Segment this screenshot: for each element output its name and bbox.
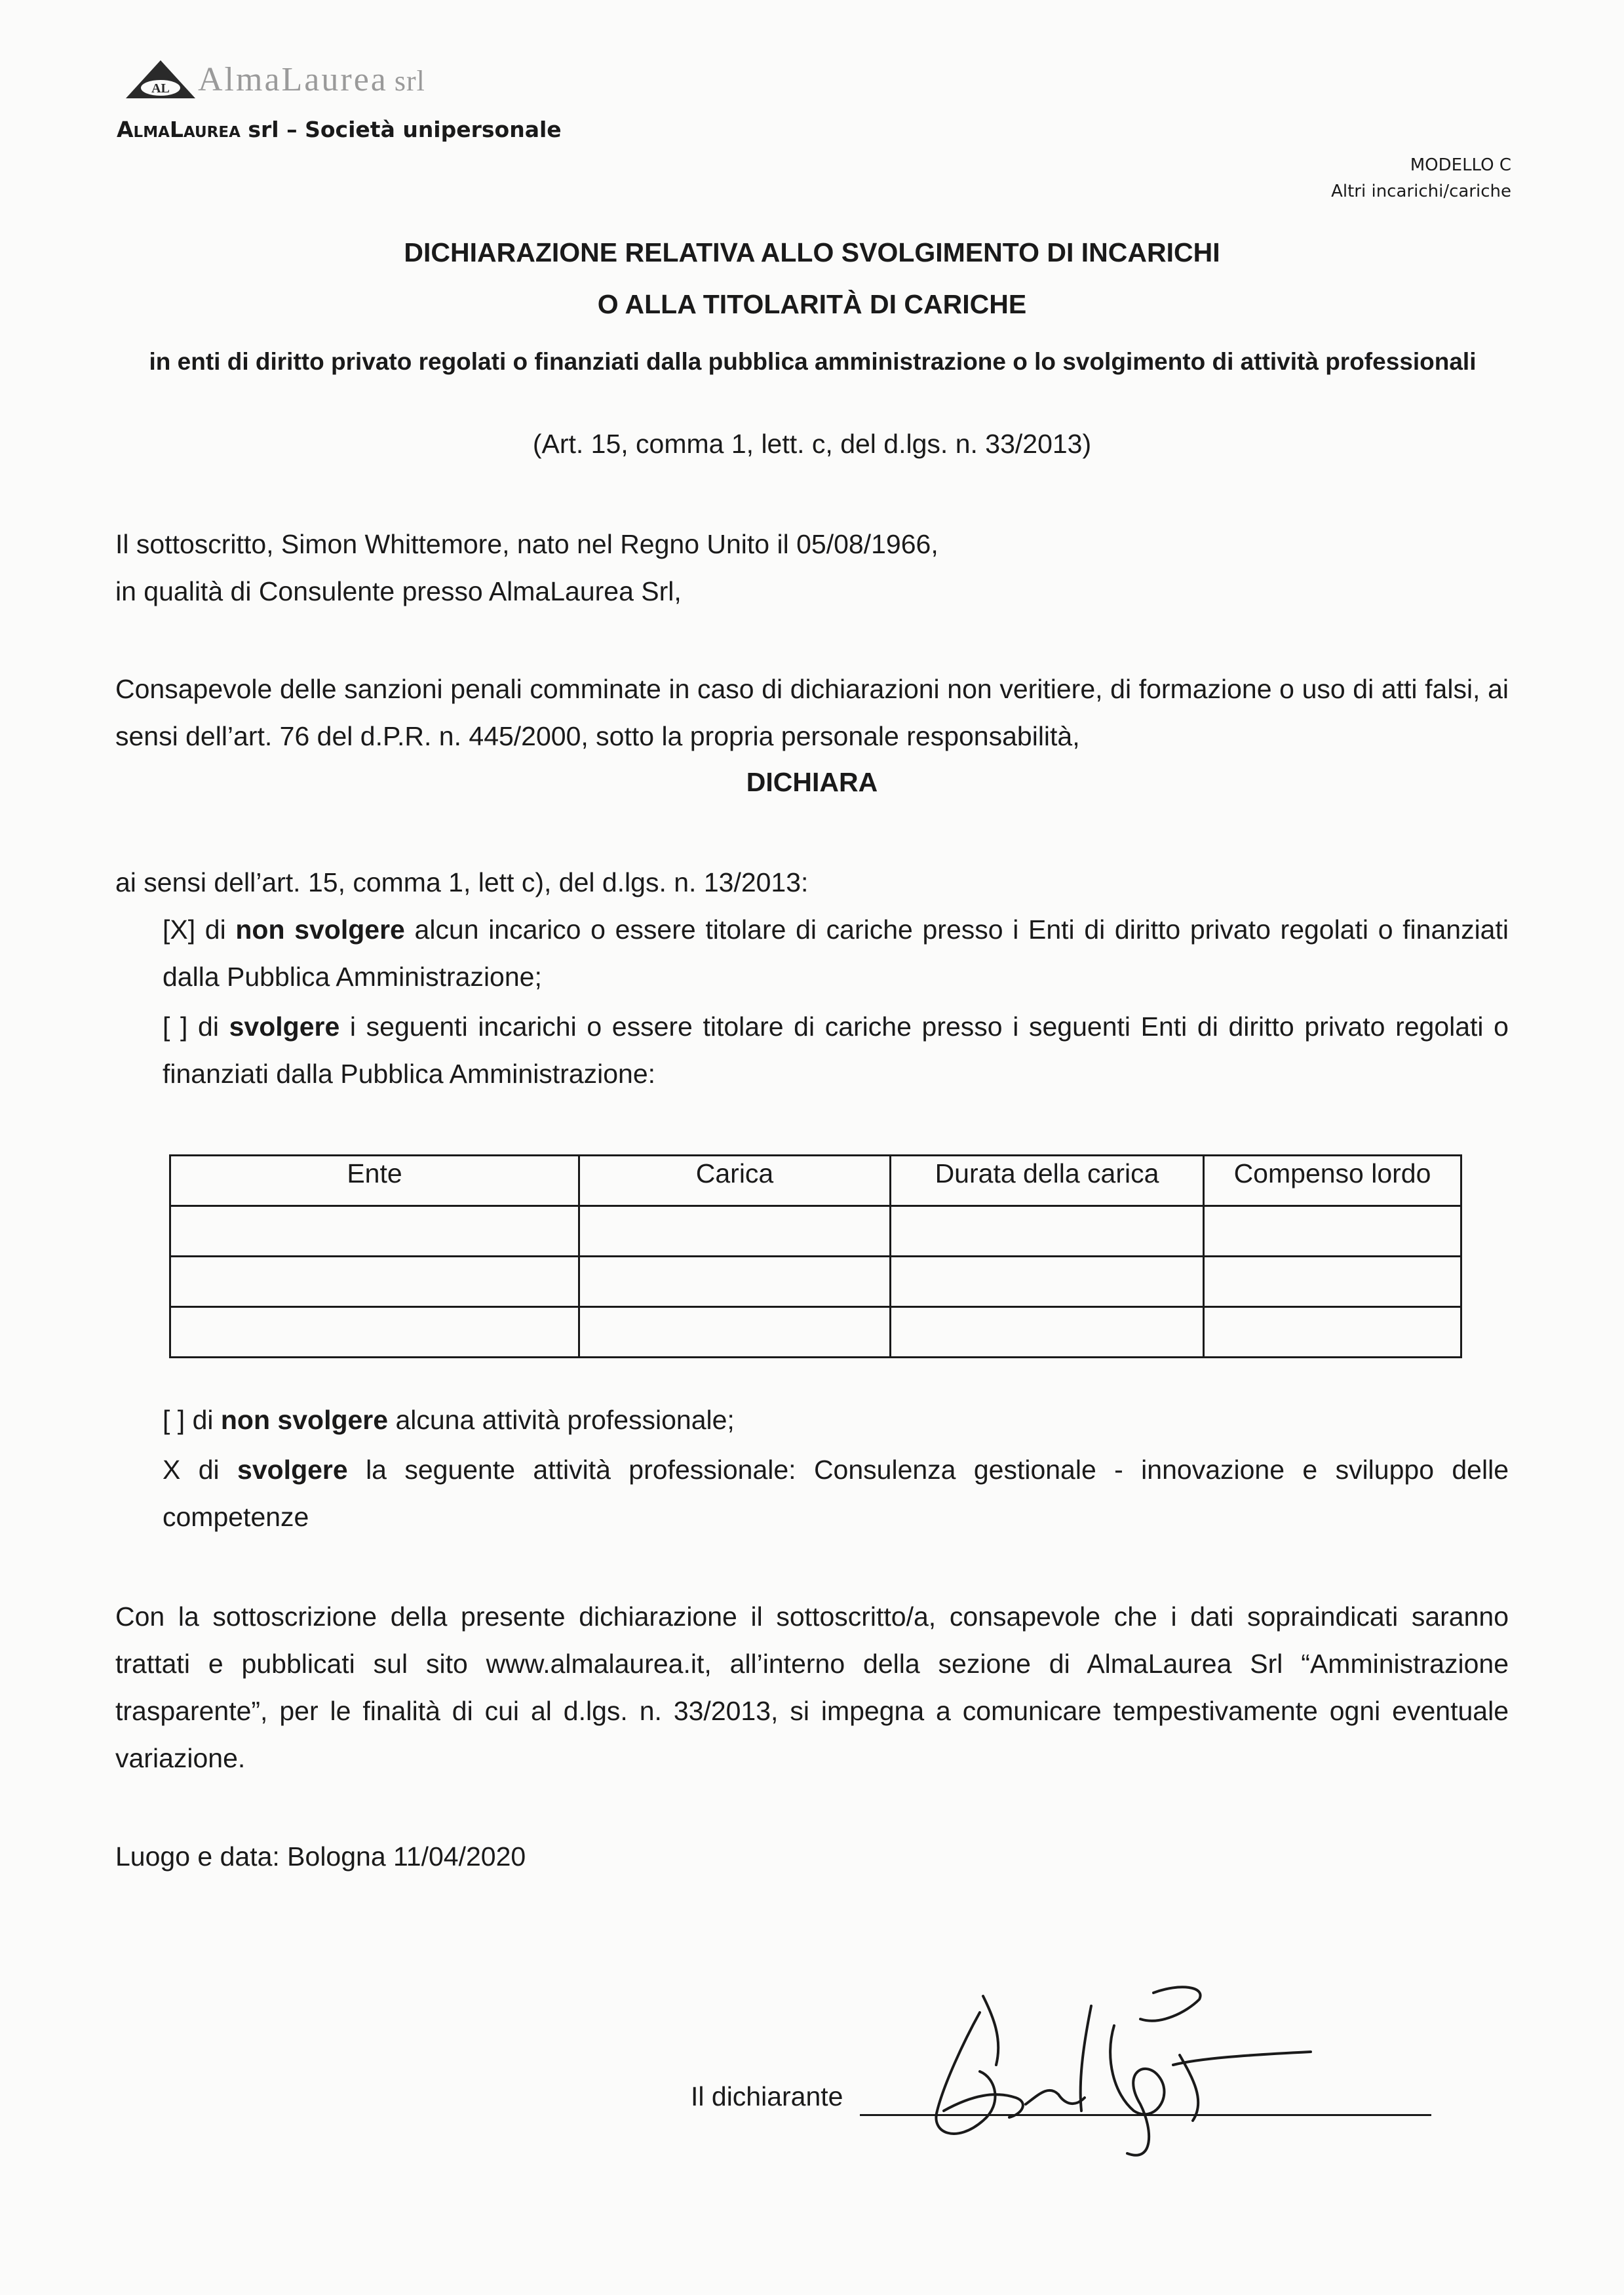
table-row — [170, 1307, 1461, 1358]
awareness-paragraph: Consapevole delle sanzioni penali comminate in caso di dichiarazioni non veritiere, di formazione o uso di atti falsi, ai sensi dell’art. 76 del d.P.R. n. 445/2000, sotto la propria personale responsabilità, — [115, 674, 1509, 751]
roles-table — [169, 1154, 1462, 1358]
option-activity-checkbox: X — [163, 1455, 181, 1485]
table-row — [170, 1257, 1461, 1307]
table-cell — [891, 1206, 1204, 1257]
table-row — [170, 1206, 1461, 1257]
model-code: MODELLO C — [1410, 155, 1511, 175]
handwritten-signature — [918, 1980, 1376, 2176]
option-activity-text: la seguente attività professionale: Consulenza gestionale - innovazione e sviluppo delle competenze — [163, 1455, 1509, 1532]
option-roles-emphasis: svolgere — [229, 1011, 340, 1042]
legal-reference: (Art. 15, comma 1, lett. c, del d.lgs. n. 33/2013) — [532, 429, 1092, 459]
company-name — [117, 117, 562, 142]
table-cell — [170, 1257, 579, 1307]
table-header-ente: Ente — [170, 1156, 579, 1206]
logo-wordmark — [198, 60, 425, 99]
model-subtitle: Altri incarichi/cariche — [1331, 182, 1511, 201]
option-no-roles-checkbox: [X] — [163, 914, 196, 945]
option-no-roles-text: alcun incarico o essere titolare di cariche presso i Enti di diritto privato regolati o finanziati dalla Pubblica Amministrazione; — [163, 914, 1509, 992]
table-cell — [170, 1206, 579, 1257]
declaration-heading: DICHIARA — [746, 767, 878, 797]
option-no-activity — [163, 1396, 1509, 1443]
table-cell — [1204, 1257, 1461, 1307]
option-no-activity-text: alcuna attività professionale; — [388, 1405, 735, 1435]
option-roles-text: i seguenti incarichi o essere titolare di cariche presso i seguenti Enti di diritto privato regolati o finanziati dalla Pubblica Amministrazione: — [163, 1011, 1509, 1089]
option-no-activity-prefix: di — [185, 1405, 221, 1435]
svg-text:AL: AL — [151, 81, 170, 96]
table-cell — [579, 1257, 891, 1307]
logo-triangle-icon — [125, 59, 197, 100]
table-header-durata: Durata della carica — [891, 1156, 1204, 1206]
document-subtitle: in enti di diritto privato regolati o finanziati dalla pubblica amministrazione o lo svolgimento di attività professionali — [149, 348, 1477, 375]
option-activity — [163, 1446, 1509, 1540]
option-no-roles — [163, 906, 1509, 1000]
option-no-activity-checkbox: [ ] — [163, 1405, 185, 1435]
option-no-roles-emphasis: non svolgere — [235, 914, 405, 945]
option-activity-prefix: di — [180, 1455, 238, 1485]
table-cell — [1204, 1206, 1461, 1257]
option-roles — [163, 1003, 1509, 1097]
consent-paragraph: Con la sottoscrizione della presente dichiarazione il sottoscritto/a, consapevole che i dati sopraindicati saranno trattati e pubblicati sul sito www.almalaurea.it, all’interno della sezione di AlmaLaurea Srl “Amministrazione trasparente”, per le finalità di cui al d.lgs. n. 33/2013, si impegna a comunicare tempestivamente ogni eventuale variazione. — [115, 1601, 1509, 1773]
title-line-1: DICHIARAZIONE RELATIVA ALLO SVOLGIMENTO DI INCARICHI — [404, 237, 1220, 267]
logo-name: AlmaLaurea — [198, 61, 388, 98]
option-no-activity-emphasis: non svolgere — [220, 1405, 389, 1435]
declarant-line-1: Il sottoscritto, Simon Whittemore, nato nel Regno Unito il 05/08/1966, — [115, 529, 938, 559]
table-cell — [170, 1307, 579, 1358]
table-cell — [891, 1257, 1204, 1307]
signature-label: Il dichiarante — [691, 2081, 843, 2111]
title-line-2: O ALLA TITOLARITÀ DI CARICHE — [597, 289, 1027, 319]
table-cell — [579, 1206, 891, 1257]
table-header-carica: Carica — [579, 1156, 891, 1206]
option-activity-emphasis: svolgere — [237, 1455, 348, 1485]
company-brand: AlmaLaurea — [117, 117, 241, 142]
table-cell — [579, 1307, 891, 1358]
table-cell — [891, 1307, 1204, 1358]
option-roles-checkbox: [ ] — [163, 1011, 188, 1042]
table-cell — [1204, 1307, 1461, 1358]
option-roles-prefix: di — [187, 1011, 229, 1042]
table-header-row — [170, 1156, 1461, 1206]
legal-basis: ai sensi dell’art. 15, comma 1, lett c), del d.lgs. n. 13/2013: — [115, 867, 809, 897]
place-and-date: Luogo e data: Bologna 11/04/2020 — [115, 1841, 526, 1872]
model-label — [1331, 152, 1511, 205]
company-descriptor: srl – Società unipersonale — [240, 117, 562, 142]
declarant-line-2: in qualità di Consulente presso AlmaLaurea Srl, — [115, 576, 682, 606]
table-header-compenso: Compenso lordo — [1204, 1156, 1461, 1206]
logo-suffix: srl — [394, 65, 425, 97]
option-no-roles-prefix: di — [195, 914, 236, 945]
